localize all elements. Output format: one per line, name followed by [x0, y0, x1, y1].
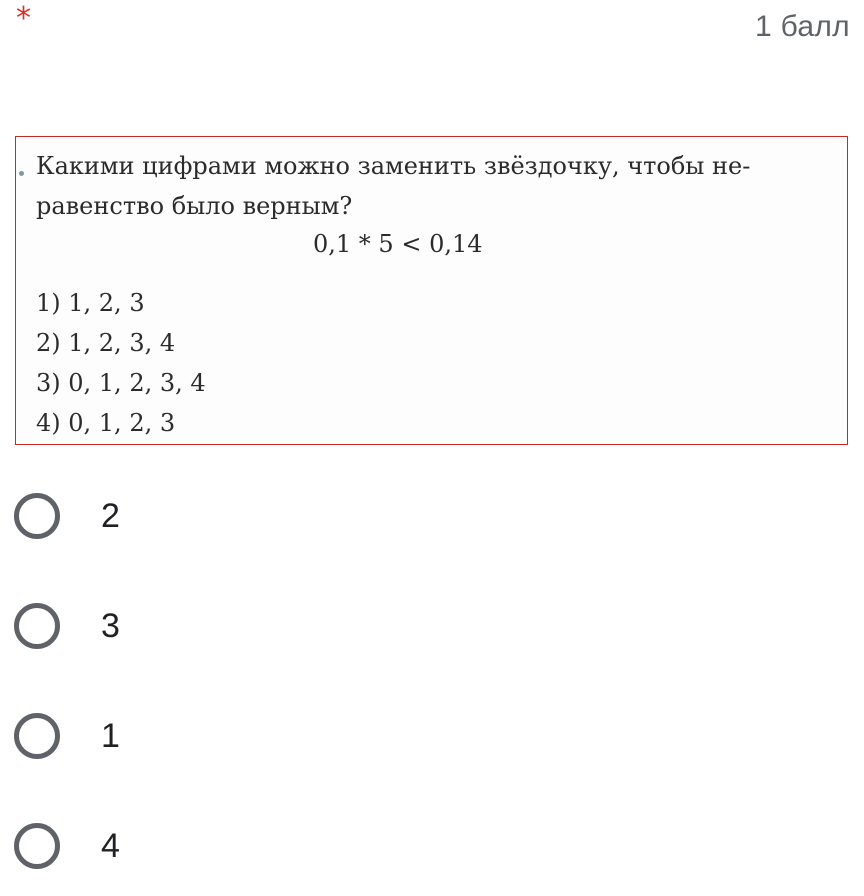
- option-radio-1[interactable]: [14, 488, 414, 544]
- answer-item: 2) 1, 2, 3, 4: [36, 329, 176, 357]
- question-image: [15, 136, 848, 445]
- answer-list: [36, 283, 206, 443]
- points-label: 1 балл: [754, 10, 850, 43]
- radio-unchecked-icon[interactable]: [14, 823, 60, 869]
- answer-item: 4) 0, 1, 2, 3: [36, 409, 176, 437]
- question-text-line-1: Какими цифрами можно заменить звёздочку, чтобы не-: [36, 152, 751, 180]
- radio-unchecked-icon[interactable]: [14, 713, 60, 759]
- required-marker: *: [16, 1, 31, 36]
- option-label: 1: [101, 717, 120, 755]
- option-radio-2[interactable]: [14, 598, 414, 654]
- option-label: 2: [101, 497, 120, 535]
- radio-unchecked-icon[interactable]: [14, 493, 60, 539]
- option-label: 3: [101, 607, 120, 645]
- option-radio-3[interactable]: [14, 708, 414, 764]
- option-label: 4: [101, 827, 120, 865]
- inequality-formula: 0,1 * 5 < 0,14: [313, 230, 483, 258]
- option-radio-4[interactable]: [14, 818, 414, 874]
- answer-item: 1) 1, 2, 3: [36, 289, 145, 317]
- radio-unchecked-icon[interactable]: [14, 603, 60, 649]
- bullet-dot: [19, 171, 24, 176]
- answer-item: 3) 0, 1, 2, 3, 4: [36, 369, 206, 397]
- question-text-line-2: равенство было верным?: [36, 192, 353, 220]
